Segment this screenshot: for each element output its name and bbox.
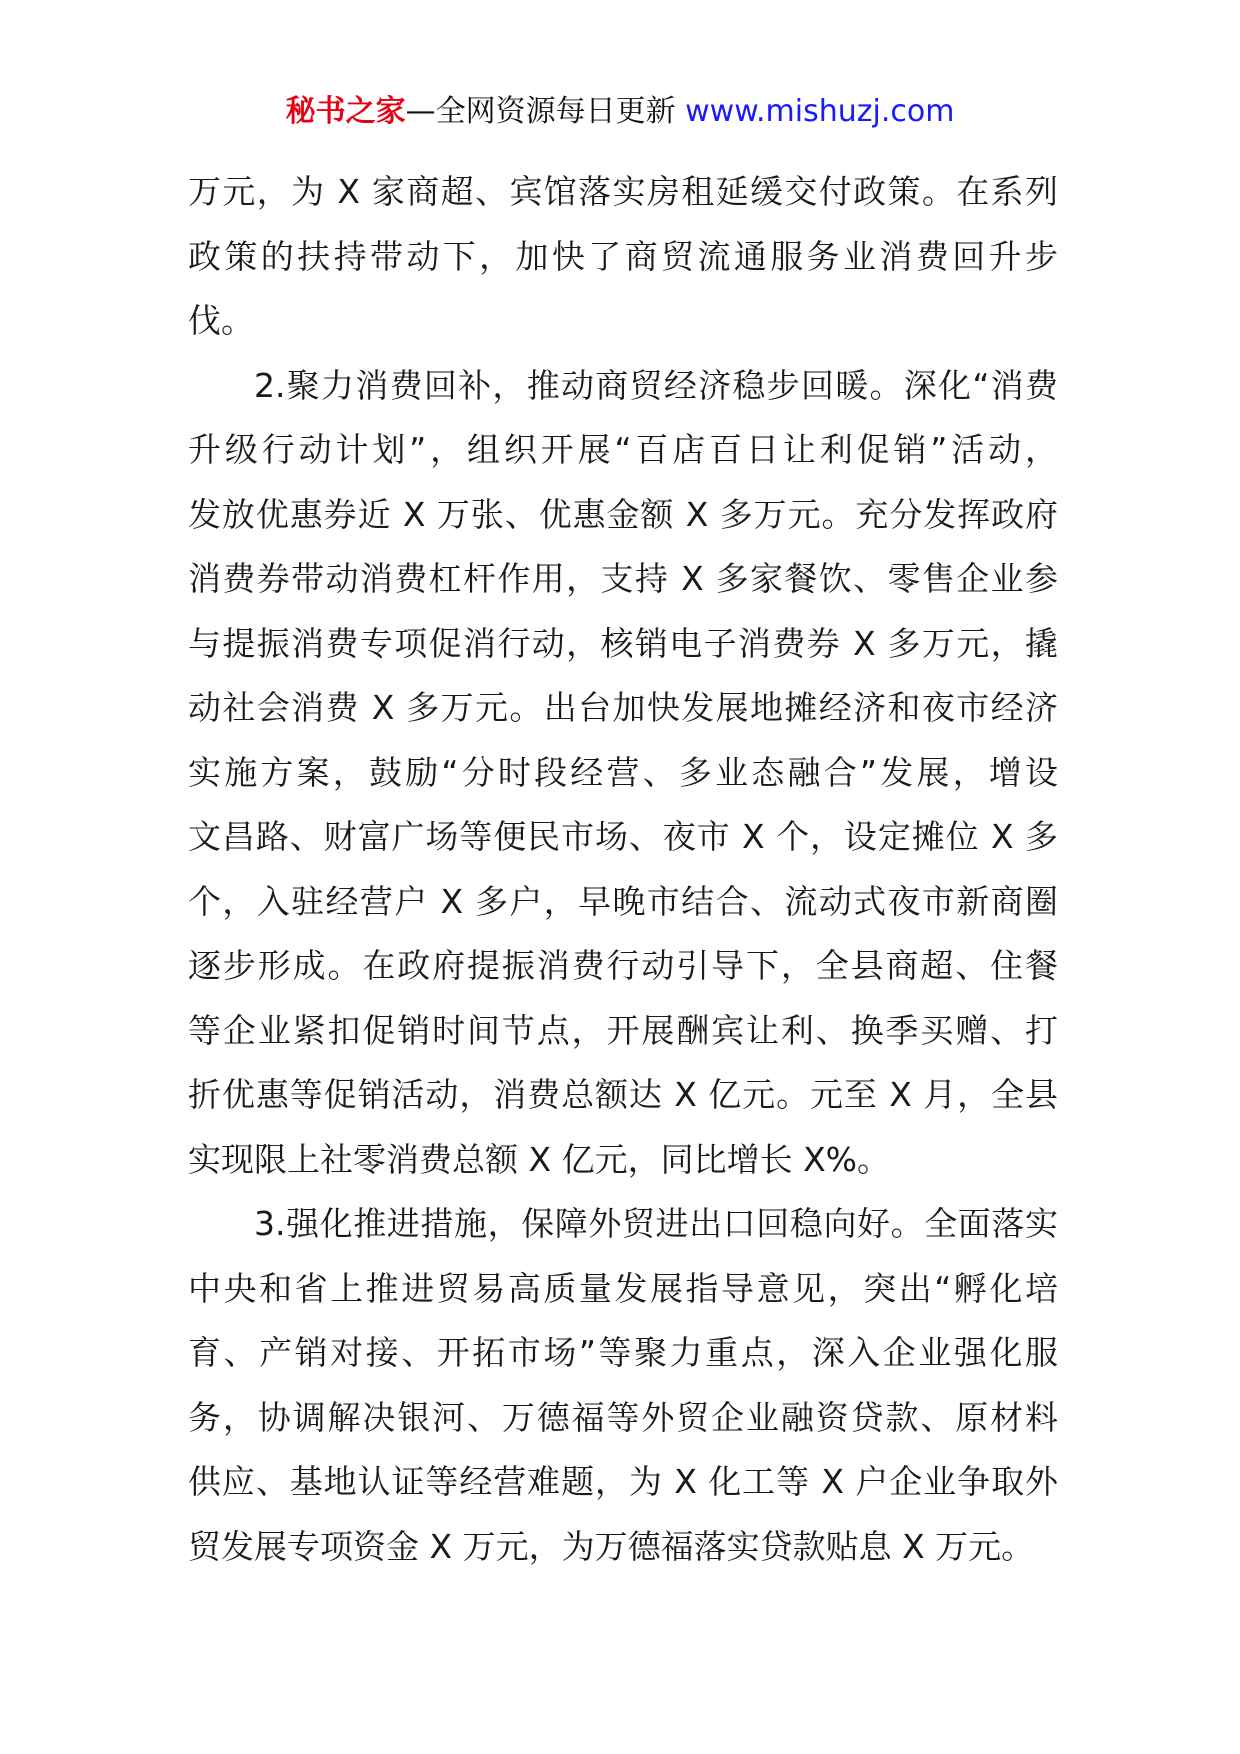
page-header <box>0 92 1240 132</box>
text-line: 实施方案，鼓励“分时段经营、多业态融合”发展，增设 <box>188 752 1058 792</box>
text-line: 发放优惠券近 X 万张、优惠金额 X 多万元。充分发挥政府 <box>188 494 1058 534</box>
text-line: 等企业紧扣促销时间节点，开展酬宾让利、换季买赠、打 <box>188 1010 1058 1050</box>
text-line: 动社会消费 X 多万元。出台加快发展地摊经济和夜市经济 <box>188 688 1058 727</box>
text-line: 贸发展专项资金 X 万元，为万德福落实贷款贴息 X 万元。 <box>188 1526 1035 1566</box>
paragraph-3-start: 3.强化推进措施，保障外贸进出口回稳向好。全面落实 <box>254 1204 1058 1243</box>
text-line: 升级行动计划”，组织开展“百店百日让利促销”活动， <box>188 430 1058 469</box>
paragraph-2-start: 2.聚力消费回补，推动商贸经济稳步回暖。深化“消费 <box>254 365 1058 405</box>
header-url[interactable]: www.mishuzj.com <box>685 94 955 129</box>
header-brand: 秘书之家 <box>285 94 406 129</box>
text-line: 育、产销对接、开拓市场”等聚力重点，深入企业强化服 <box>188 1333 1058 1372</box>
text-line: 供应、基地认证等经营难题，为 X 化工等 X 户企业争取外 <box>188 1462 1058 1501</box>
text-line: 逐步形成。在政府提振消费行动引导下，全县商超、住餐 <box>188 946 1058 985</box>
text-line: 消费券带动消费杠杆作用，支持 X 多家餐饮、零售企业参 <box>188 559 1058 598</box>
text-line: 务，协调解决银河、万德福等外贸企业融资贷款、原材料 <box>188 1397 1058 1437</box>
text-line: 中央和省上推进贸易高质量发展指导意见，突出“孵化培 <box>188 1268 1058 1308</box>
text-line: 个，入驻经营户 X 多户，早晚市结合、流动式夜市新商圈 <box>188 881 1058 921</box>
text-line: 万元，为 X 家商超、宾馆落实房租延缓交付政策。在系列 <box>188 172 1058 211</box>
document-body <box>188 160 1058 1579</box>
text-line: 政策的扶持带动下，加快了商贸流通服务业消费回升步 <box>188 236 1058 276</box>
text-line: 与提振消费专项促消行动，核销电子消费券 X 多万元，撬 <box>188 623 1058 663</box>
header-slogan: —全网资源每日更新 <box>405 94 676 129</box>
text-line: 实现限上社零消费总额 X 亿元，同比增长 X%。 <box>188 1139 891 1179</box>
text-line: 文昌路、财富广场等便民市场、夜市 X 个，设定摊位 X 多 <box>188 817 1058 856</box>
text-line: 伐。 <box>188 301 254 340</box>
text-line: 折优惠等促销活动，消费总额达 X 亿元。元至 X 月，全县 <box>188 1075 1058 1114</box>
